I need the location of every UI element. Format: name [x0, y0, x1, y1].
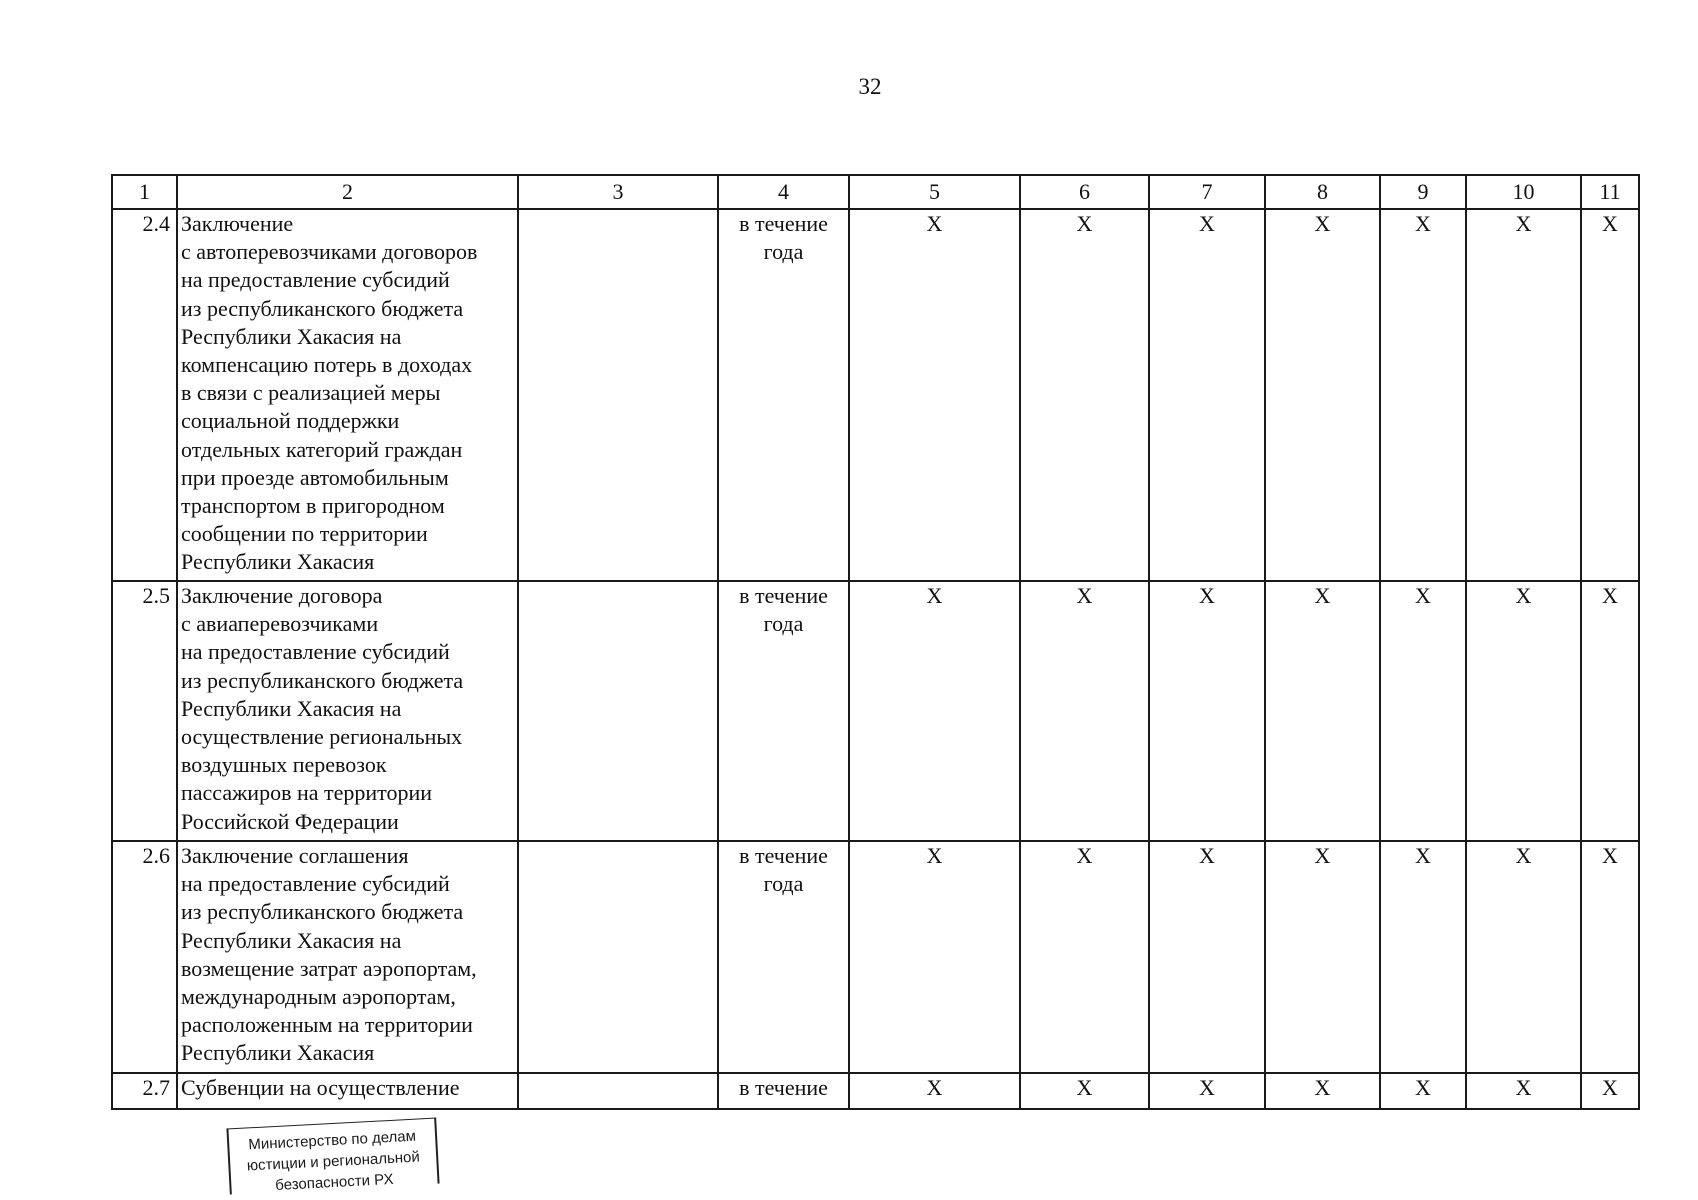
row-mark: Х [1581, 581, 1639, 841]
row-col3 [518, 581, 718, 841]
row-mark: Х [1466, 209, 1581, 581]
row-description: Субвенции на осуществление [177, 1073, 518, 1109]
row-mark: Х [1020, 841, 1149, 1073]
row-col3 [518, 841, 718, 1073]
row-mark: Х [1581, 841, 1639, 1073]
measures-table [111, 174, 1640, 1110]
row-mark: Х [1149, 209, 1265, 581]
row-col3 [518, 1073, 718, 1109]
row-number: 2.4 [112, 209, 177, 581]
table-row [112, 1073, 1639, 1109]
header-cell: 7 [1149, 175, 1265, 209]
row-mark: Х [1020, 209, 1149, 581]
row-term: в течение [718, 1073, 849, 1109]
row-mark: Х [849, 209, 1020, 581]
row-term: в течение года [718, 841, 849, 1073]
row-mark: Х [1149, 581, 1265, 841]
row-mark: Х [1380, 209, 1466, 581]
header-cell: 1 [112, 175, 177, 209]
row-col3 [518, 209, 718, 581]
ministry-stamp [226, 1118, 439, 1195]
row-term: в течение года [718, 581, 849, 841]
header-cell: 2 [177, 175, 518, 209]
row-mark: Х [1265, 1073, 1380, 1109]
page-number: 32 [858, 74, 882, 99]
row-mark: Х [849, 581, 1020, 841]
row-mark: Х [1265, 581, 1380, 841]
table-row [112, 841, 1639, 1073]
stamp-line: Министерство по делам [247, 1127, 417, 1154]
header-cell: 5 [849, 175, 1020, 209]
stamp-line: юстиции и региональной [246, 1148, 421, 1175]
row-mark: Х [1265, 841, 1380, 1073]
row-mark: Х [849, 841, 1020, 1073]
row-description: Заключение соглашения на предоставление субсидий из республиканского бюджета Республики Хакасия на возмещение затрат аэропортам, международным аэропортам, расположенным на территории Республики Хакасия [177, 841, 518, 1073]
row-mark: Х [1466, 841, 1581, 1073]
header-cell: 9 [1380, 175, 1466, 209]
row-mark: Х [1581, 209, 1639, 581]
header-cell: 11 [1581, 175, 1639, 209]
row-number: 2.5 [112, 581, 177, 841]
row-description: Заключение договора с авиаперевозчиками на предоставление субсидий из республиканского бюджета Республики Хакасия на осуществление региональных воздушных перевозок пассажиров на территории Российской Федерации [177, 581, 518, 841]
row-mark: Х [1581, 1073, 1639, 1109]
row-number: 2.6 [112, 841, 177, 1073]
row-description: Заключение с автоперевозчиками договоров на предоставление субсидий из республиканского бюджета Республики Хакасия на компенсацию потерь в доходах в связи с реализацией меры социальной поддержки отдельных категорий граждан при проезде автомобильным транспортом в пригородном сообщении по территории Республики Хакасия [177, 209, 518, 581]
row-mark: Х [1466, 581, 1581, 841]
row-number: 2.7 [112, 1073, 177, 1109]
row-mark: Х [1149, 841, 1265, 1073]
table-row [112, 581, 1639, 841]
row-mark: Х [849, 1073, 1020, 1109]
stamp-line: безопасности РХ [274, 1170, 394, 1195]
row-term: в течение года [718, 209, 849, 581]
header-cell: 3 [518, 175, 718, 209]
row-mark: Х [1265, 209, 1380, 581]
header-cell: 6 [1020, 175, 1149, 209]
row-mark: Х [1020, 581, 1149, 841]
table-header-row [112, 175, 1639, 209]
row-mark: Х [1149, 1073, 1265, 1109]
row-mark: Х [1466, 1073, 1581, 1109]
row-mark: Х [1380, 1073, 1466, 1109]
header-cell: 4 [718, 175, 849, 209]
row-mark: Х [1380, 581, 1466, 841]
table-row [112, 209, 1639, 581]
row-mark: Х [1020, 1073, 1149, 1109]
header-cell: 8 [1265, 175, 1380, 209]
row-mark: Х [1380, 841, 1466, 1073]
header-cell: 10 [1466, 175, 1581, 209]
